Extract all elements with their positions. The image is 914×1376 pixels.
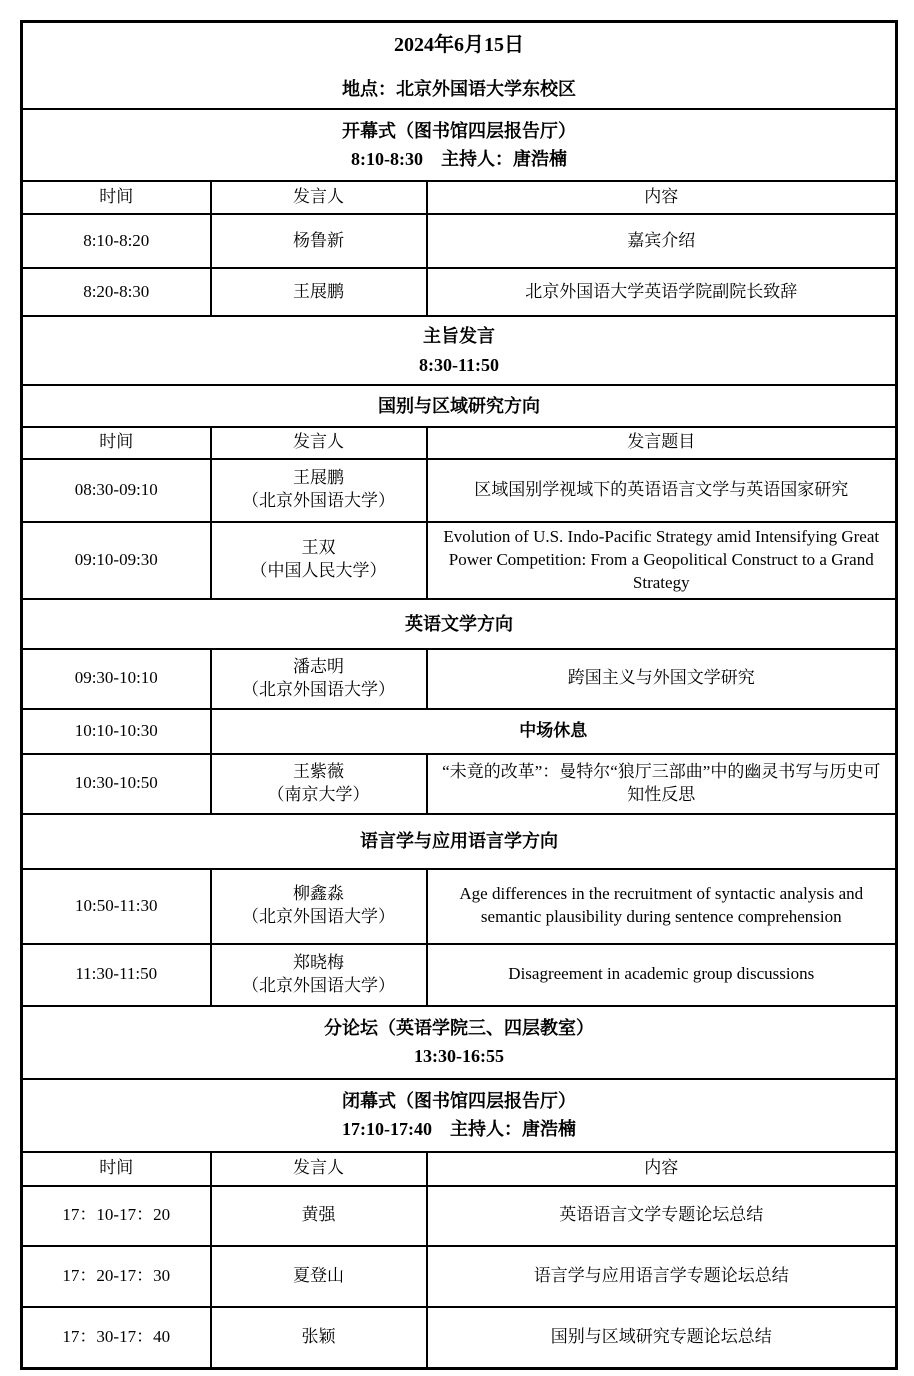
closing-banner-row: [22, 1079, 897, 1152]
date-location-row: [22, 22, 897, 110]
time-cell: 10:10-10:30: [22, 709, 211, 754]
content-cell: 语言学与应用语言学专题论坛总结: [427, 1246, 897, 1307]
table-row: [22, 1246, 897, 1307]
topic-cell: Age differences in the recruitment of syntactic analysis and semantic plausibility during sentence comprehension: [427, 869, 897, 944]
time-cell: 10:30-10:50: [22, 754, 211, 814]
break-label: 中场休息: [211, 709, 897, 754]
topic-cell: 区域国别学视域下的英语语言文学与英语国家研究: [427, 459, 897, 522]
topic-cell: Disagreement in academic group discussions: [427, 944, 897, 1006]
speaker-cell: 夏登山: [211, 1246, 427, 1307]
opening-banner-cell: [22, 109, 897, 181]
table-row: [22, 268, 897, 316]
table-row: [22, 944, 897, 1006]
table-row: [22, 1186, 897, 1246]
opening-header-row: [22, 181, 897, 214]
time-cell: 08:30-09:10: [22, 459, 211, 522]
col-header-time: 时间: [22, 427, 211, 459]
location-text: 地点：北京外国语大学东校区: [342, 79, 576, 99]
section-title: 国别与区域研究方向: [22, 385, 897, 427]
speaker-cell: 杨鲁新: [211, 214, 427, 268]
speaker-name: 潘志明: [293, 656, 344, 676]
time-cell: 10:50-11:30: [22, 869, 211, 944]
time-cell: 11:30-11:50: [22, 944, 211, 1006]
table-row: [22, 649, 897, 709]
content-cell: 英语语言文学专题论坛总结: [427, 1186, 897, 1246]
speaker-affiliation: （中国人民大学）: [250, 561, 387, 581]
opening-time-host: 8:10-8:30 主持人：唐浩楠: [351, 149, 567, 170]
keynote-time: 8:30-11:50: [419, 354, 499, 375]
table-row: [22, 754, 897, 814]
col-header-speaker: 发言人: [211, 427, 427, 459]
time-cell: 09:30-10:10: [22, 649, 211, 709]
time-cell: 17：20-17：30: [22, 1246, 211, 1307]
speaker-cell: [211, 522, 427, 599]
speaker-affiliation: （北京外国语大学）: [242, 975, 395, 995]
time-cell: 09:10-09:30: [22, 522, 211, 599]
area-studies-header-row: [22, 427, 897, 459]
table-row: [22, 522, 897, 599]
keynote-title: 主旨发言: [423, 326, 495, 347]
keynote-banner-cell: [22, 316, 897, 385]
speaker-cell: 张颖: [211, 1307, 427, 1369]
table-row: [22, 1307, 897, 1369]
literature-section-row: [22, 599, 897, 649]
topic-cell: 跨国主义与外国文学研究: [427, 649, 897, 709]
col-header-speaker: 发言人: [211, 1152, 427, 1186]
forums-banner-row: [22, 1006, 897, 1079]
speaker-cell: [211, 754, 427, 814]
opening-title: 开幕式（图书馆四层报告厅）: [342, 121, 576, 141]
time-cell: 8:20-8:30: [22, 268, 211, 316]
table-row: [22, 214, 897, 268]
closing-title: 闭幕式（图书馆四层报告厅）: [342, 1090, 576, 1111]
col-header-time: 时间: [22, 1152, 211, 1186]
col-header-time: 时间: [22, 181, 211, 214]
speaker-cell: [211, 459, 427, 522]
forums-banner-cell: [22, 1006, 897, 1079]
col-header-content: 内容: [427, 1152, 897, 1186]
date-title: 2024年6月15日: [394, 34, 524, 56]
speaker-cell: 黄强: [211, 1186, 427, 1246]
date-location-cell: [22, 22, 897, 110]
break-row: [22, 709, 897, 754]
speaker-affiliation: （北京外国语大学）: [242, 679, 395, 699]
speaker-name: 王双: [301, 538, 336, 558]
content-cell: 北京外国语大学英语学院副院长致辞: [427, 268, 897, 316]
col-header-content: 内容: [427, 181, 897, 214]
time-cell: 17：30-17：40: [22, 1307, 211, 1369]
time-cell: 8:10-8:20: [22, 214, 211, 268]
area-studies-section-row: [22, 385, 897, 427]
speaker-affiliation: （南京大学）: [267, 784, 370, 804]
content-cell: 嘉宾介绍: [427, 214, 897, 268]
closing-banner-cell: [22, 1079, 897, 1152]
speaker-cell: [211, 869, 427, 944]
time-cell: 17：10-17：20: [22, 1186, 211, 1246]
speaker-cell: 王展鹏: [211, 268, 427, 316]
table-row: [22, 459, 897, 522]
schedule-table: [20, 20, 898, 1370]
col-header-speaker: 发言人: [211, 181, 427, 214]
forums-time: 13:30-16:55: [414, 1046, 504, 1067]
closing-time-host: 17:10-17:40 主持人：唐浩楠: [342, 1119, 576, 1140]
keynote-banner-row: [22, 316, 897, 385]
speaker-name: 王紫薇: [293, 761, 344, 781]
topic-cell: Evolution of U.S. Indo-Pacific Strategy amid Intensifying Great Power Competition: From a Geopolitical Construct to a Grand Strategy: [427, 522, 897, 599]
content-cell: 国别与区域研究专题论坛总结: [427, 1307, 897, 1369]
speaker-cell: [211, 649, 427, 709]
closing-header-row: [22, 1152, 897, 1186]
linguistics-section-row: [22, 814, 897, 869]
topic-cell: “未竟的改革”：曼特尔“狼厅三部曲”中的幽灵书写与历史可知性反思: [427, 754, 897, 814]
speaker-name: 王展鹏: [293, 468, 344, 488]
opening-banner-row: [22, 109, 897, 181]
section-title: 语言学与应用语言学方向: [22, 814, 897, 869]
speaker-name: 郑晓梅: [293, 952, 344, 972]
speaker-affiliation: （北京外国语大学）: [242, 907, 395, 927]
section-title: 英语文学方向: [22, 599, 897, 649]
speaker-name: 柳鑫淼: [293, 884, 344, 904]
forums-title: 分论坛（英语学院三、四层教室）: [324, 1017, 594, 1038]
speaker-cell: [211, 944, 427, 1006]
speaker-affiliation: （北京外国语大学）: [242, 491, 395, 511]
col-header-topic: 发言题目: [427, 427, 897, 459]
table-row: [22, 869, 897, 944]
